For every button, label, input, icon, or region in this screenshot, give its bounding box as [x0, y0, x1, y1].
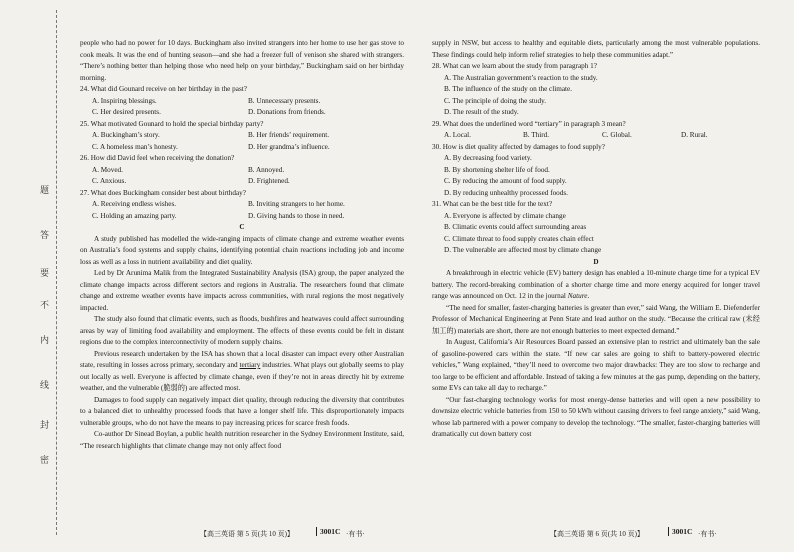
margin-char: 要 [40, 268, 50, 278]
margin-char: 密 [40, 455, 50, 465]
answer-option: B. Inviting strangers to her home. [248, 200, 345, 208]
answer-option: C. By reducing the amount of food supply. [444, 177, 567, 185]
answer-option: B. Her friends’ requirement. [248, 131, 330, 139]
answer-option: D. Giving hands to those in need. [248, 211, 345, 220]
question-stem: 30. How is diet quality affected by damages to food supply? [432, 142, 605, 151]
passage-b-end: people who had no power for 10 days. Buckingham also invited strangers into her home to use her gas stove to cook meals. It was the end of hunting season—and she had a freezer full of venison she shared with strangers. “There’s nothing better than helping those who need help on your birthday,” Buckingham said on her birthday morning. [80, 39, 404, 82]
answer-option: D. The result of the study. [444, 108, 519, 116]
answer-option: D. Frightened. [248, 177, 290, 185]
answer-option: A. The Australian government’s reaction to the study. [444, 73, 598, 82]
left-column [80, 38, 404, 452]
seal-line [56, 10, 57, 535]
margin-char: 答 [40, 230, 50, 240]
answer-options [444, 211, 760, 257]
passage-c-para-4: Previous research undertaken by the ISA has shown that a local disaster can impact every other Australian state, resulting in losses across primary, secondary and tertiary industries. What plays out globally seems to play out locally as well. Everyone is affected by climate change, even if they’re not in areas directly hit by extreme weather, and the vulnerable (脆弱的) are affected most. [80, 349, 404, 392]
answer-option: A. Local. [444, 131, 471, 139]
question-stem: 27. What does Buckingham consider best about birthday? [80, 188, 246, 197]
question-stem: 29. What does the underlined word “tertiary” in paragraph 3 mean? [432, 119, 626, 128]
footer-left-page: 【高三英语 第 5 页(共 10 页)】 [200, 530, 294, 538]
answer-option: D. Her grandma’s influence. [248, 142, 330, 151]
underlined-word-tertiary: tertiary [239, 361, 261, 369]
answer-option: D. By reducing unhealthy processed foods. [444, 188, 568, 197]
passage-d-para-2: “The need for smaller, faster-charging batteries is greater than ever,” said Wang, the William E. Diefenderfer Professor of Mechanical Engineering at Penn State and lead author on the study. “Because the critical raw (未经加工的) materials are short, there are not enough batteries to meet expected demand.” [432, 303, 760, 335]
footer-left-tag: ·有书· [346, 530, 365, 538]
section-c-heading: C [239, 223, 245, 231]
right-column [432, 38, 760, 441]
answer-options [444, 73, 760, 119]
answer-option: C. Climate threat to food supply creates chain effect [444, 234, 594, 243]
answer-options [92, 199, 404, 222]
answer-option: A. Receiving endless wishes. [92, 200, 177, 208]
passage-d-para-4: “Our fast-charging technology works for most energy-dense batteries and will open a new possibility to downsize electric vehicle batteries from 150 to 50 kWh without causing drivers to feel range anxiety,” said Wang, whose lab partnered with a power company to develop the technology. “The smaller, faster-charging batteries will dramatically cut down battery cost [432, 395, 760, 438]
answer-option: D. The vulnerable are affected most by climate change [444, 246, 602, 254]
answer-options [92, 96, 404, 119]
margin-char: 线 [40, 380, 50, 390]
answer-options [92, 165, 404, 188]
footer-right-code: 3001C [668, 527, 692, 536]
answer-option: A. Buckingham’s story. [92, 131, 160, 139]
answer-option: A. By decreasing food variety. [444, 154, 532, 162]
answer-option: A. Inspiring blessings. [92, 96, 157, 105]
question-group-28-31 [432, 61, 760, 257]
answer-option: C. Global. [602, 131, 632, 139]
question-stem: 26. How did David feel when receiving the donation? [80, 154, 235, 162]
answer-option: C. A homeless man’s honesty. [92, 142, 178, 151]
answer-option: C. The principle of doing the study. [444, 96, 547, 105]
margin-char: 封 [40, 420, 50, 430]
answer-option: C. Anxious. [92, 177, 127, 185]
passage-c-para-2: Led by Dr Arunima Malik from the Integrated Sustainability Analysis (ISA) group, the paper analyzed the climate change impacts across different sectors and regions in Australia. The researchers found that climate change and extreme weather events have impacts across communities, with rural regions the most negatively impacted. [80, 269, 404, 312]
answer-options [444, 153, 760, 199]
answer-option: C. Her desired presents. [92, 108, 161, 116]
answer-option: B. Climatic events could affect surrounding areas [444, 223, 587, 231]
answer-option: A. Moved. [92, 165, 123, 174]
passage-c-end: supply in NSW, but access to healthy and equitable diets, particularly among the most vulnerable populations. These findings could help inform relief strategies to help these communities adapt.” [432, 39, 760, 59]
passage-c-para-1: A study published has modelled the wide-ranging impacts of climate change and extreme weather events on Australia’s food systems and supply chains, identifying potential chain reactions including job and income loss as well as a loss in nutrient availability and diet quality. [80, 234, 404, 266]
answer-options [444, 130, 760, 142]
answer-option: B. Annoyed. [248, 165, 285, 174]
footer-right-tag: ·有书· [698, 530, 717, 538]
margin-char: 内 [40, 335, 50, 345]
answer-options [92, 130, 404, 153]
passage-d-para-3: In August, California’s Air Resources Board passed an extensive plan to restrict and ultimately ban the sale of gasoline-powered cars within the state. “If new car sales are going to shift to battery-powered electric vehicles,” Wang explained, “they’ll need to overcome two major drawbacks: They are too slow to recharge and too large to be efficient and affordable. Instead of taking a few minutes at the gas pump, depending on the battery, some EVs can take all day to recharge.” [432, 338, 760, 392]
question-stem: 25. What motivated Gounard to hold the special birthday party? [80, 119, 264, 128]
passage-c-para-5: Damages to food supply can negatively impact diet quality, through reducing the diversity that contributes to a balanced diet to unhealthy processed foods that have a longer shelf life. This disproportionately impacts vulnerable groups, who do not have the means to pay increasing prices for scarce fresh foods. [80, 395, 404, 427]
question-group-24-27 [80, 84, 404, 222]
question-stem: 24. What did Gounard receive on her birthday in the past? [80, 85, 247, 93]
answer-option: B. Unnecessary presents. [248, 96, 321, 105]
passage-d-para-1: A breakthrough in electric vehicle (EV) battery design has enabled a 10-minute charge time for a typical EV battery. The record-breaking combination of a shorter charge time and more energy acquired for longer travel range was announced on Oct. 12 in the journal Nature. [432, 269, 760, 300]
answer-option: D. Rural. [681, 131, 708, 139]
section-d-heading: D [593, 257, 599, 266]
binding-margin [0, 0, 80, 552]
margin-char: 题 [40, 185, 50, 195]
answer-option: A. Everyone is affected by climate change [444, 211, 566, 220]
answer-option: D. Donations from friends. [248, 108, 326, 116]
answer-option: B. Third. [523, 131, 550, 139]
margin-char: 不 [40, 300, 50, 310]
journal-name: Nature [567, 292, 588, 300]
answer-option: B. The influence of the study on the climate. [444, 85, 573, 93]
answer-option: B. By shortening shelter life of food. [444, 165, 550, 174]
question-stem: 28. What can we learn about the study from paragraph 1? [432, 62, 597, 70]
passage-c-para-6: Co-author Dr Sinead Boylan, a public health nutrition researcher in the Sydney Environment Institute, said, “The research highlights that climate change may not only affect food [80, 430, 404, 450]
footer-left-code: 3001C [316, 527, 340, 536]
question-stem: 31. What can be the best title for the text? [432, 200, 553, 208]
footer-right-page: 【高三英语 第 6 页(共 10 页)】 [550, 530, 644, 538]
passage-c-para-3: The study also found that climatic events, such as floods, bushfires and heatwaves could affect surrounding areas by way of limiting food availability and employment. The effects of these events could be felt in distant regions due to the complex interconnectivity of modern supply chains. [80, 315, 404, 346]
answer-option: C. Holding an amazing party. [92, 211, 177, 220]
